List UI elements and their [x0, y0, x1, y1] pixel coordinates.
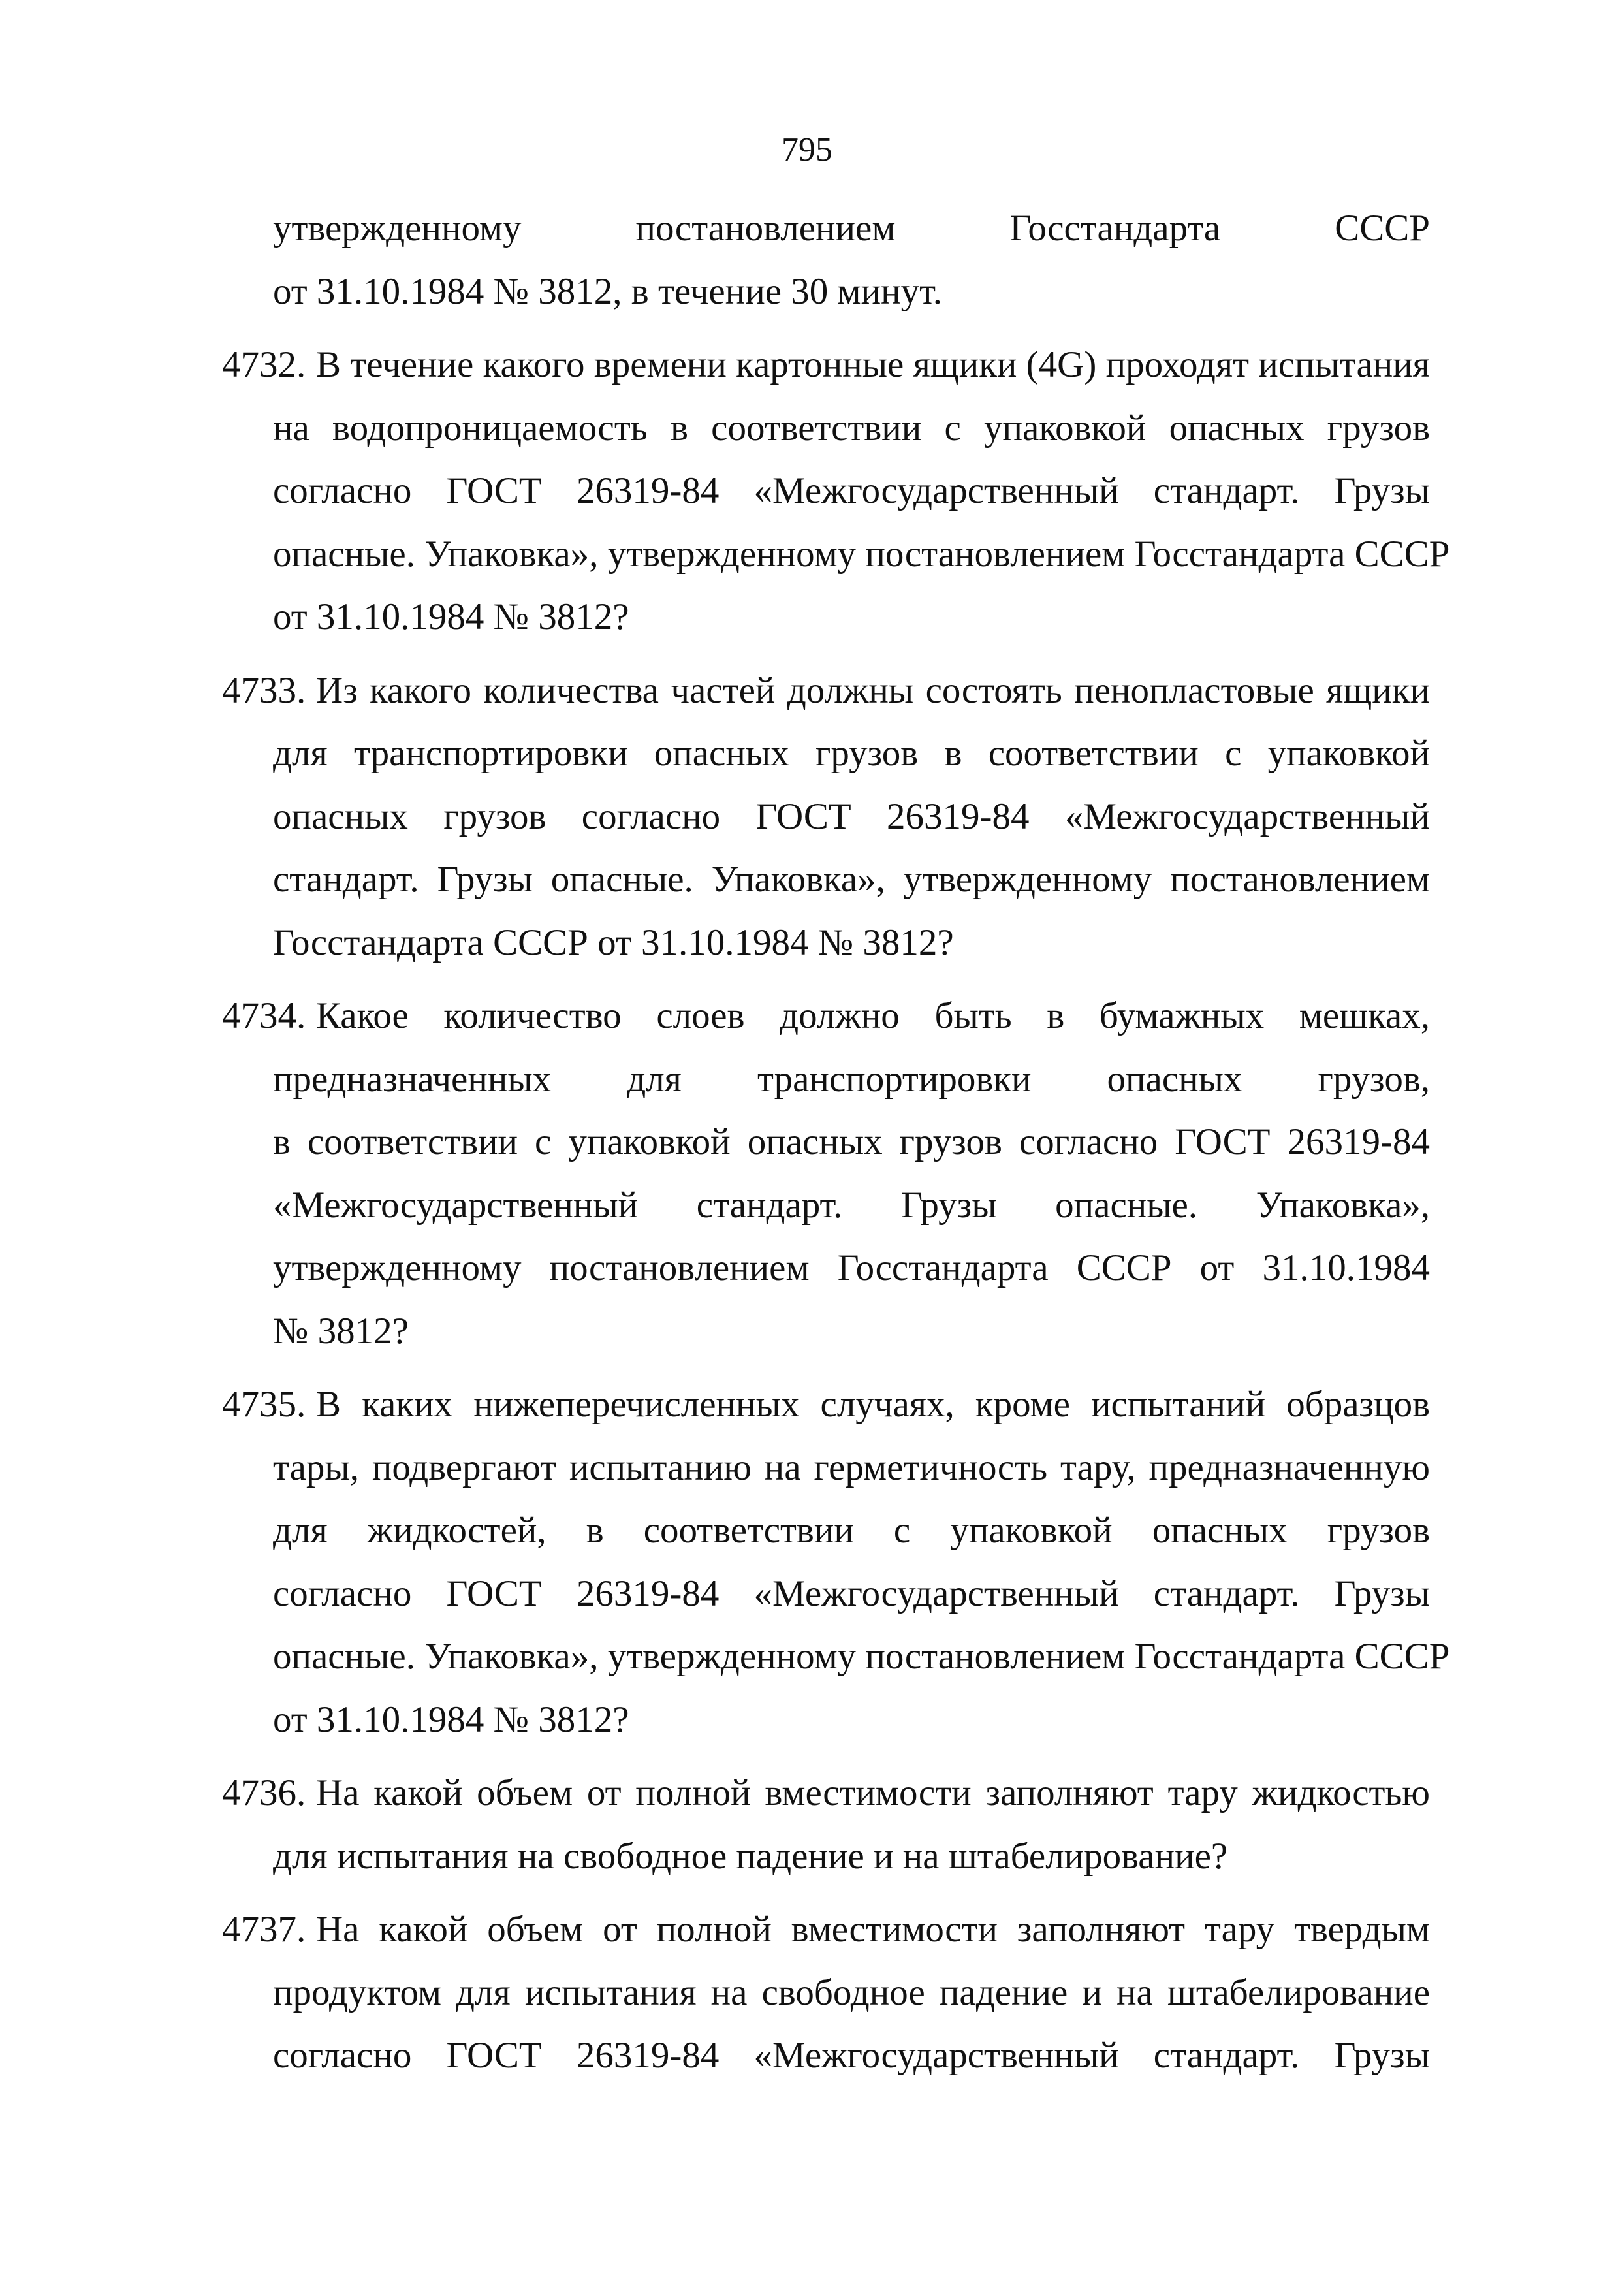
text-line: согласно ГОСТ 26319-84 «Межгосударственный стандарт. Грузы — [273, 2035, 1430, 2076]
text-line: на водопроницаемость в соответствии с упаковкой опасных грузов — [273, 407, 1430, 449]
entry-first-line — [222, 985, 1430, 1048]
text-line: для жидкостей, в соответствии с упаковкой опасных грузов — [273, 1510, 1430, 1551]
question-number: 4736. — [222, 1772, 306, 1813]
question-4736 — [222, 1762, 1430, 1888]
question-number: 4732. — [222, 344, 306, 385]
question-4732 — [222, 334, 1450, 649]
question-text: В каких нижеперечисленных случаях, кроме испытаний образцов — [316, 1384, 1430, 1425]
text-line: согласно ГОСТ 26319-84 «Межгосударственный стандарт. Грузы — [273, 470, 1430, 511]
question-4734 — [222, 985, 1430, 1363]
text-line: Госстандарта СССР от 31.10.1984 № 3812? — [273, 921, 954, 963]
question-number: 4737. — [222, 1909, 306, 1950]
question-number: 4734. — [222, 995, 306, 1036]
entry-first-line — [222, 660, 1430, 723]
question-number: 4735. — [222, 1384, 306, 1425]
text-line: от 31.10.1984 № 3812? — [273, 596, 629, 637]
question-4735 — [222, 1373, 1450, 1751]
entry-first-line — [222, 334, 1430, 397]
text-line: опасные. Упаковка», утвержденному постановлением Госстандарта СССР — [273, 1636, 1450, 1677]
text-line: от 31.10.1984 № 3812? — [273, 1698, 629, 1740]
question-4733 — [222, 660, 1430, 975]
text-line: утвержденному постановлением Госстандарта СССР от 31.10.1984 — [273, 1247, 1430, 1288]
entry-first-line — [222, 1373, 1430, 1437]
text-line: предназначенных для транспортировки опасных грузов, — [273, 1058, 1430, 1100]
document-body — [222, 197, 1450, 2088]
text-line: тары, подвергают испытанию на герметичность тару, предназначенную — [273, 1446, 1430, 1488]
text-line: в соответствии с упаковкой опасных грузов согласно ГОСТ 26319-84 — [273, 1121, 1430, 1162]
text-line: согласно ГОСТ 26319-84 «Межгосударственный стандарт. Грузы — [273, 1572, 1430, 1614]
question-text: Какое количество слоев должно быть в бумажных мешках, — [316, 995, 1430, 1036]
text-line: для транспортировки опасных грузов в соответствии с упаковкой — [273, 733, 1430, 774]
text-line: опасные. Упаковка», утвержденному постановлением Госстандарта СССР — [273, 533, 1450, 575]
text-line: «Межгосударственный стандарт. Грузы опасные. Упаковка», — [273, 1184, 1430, 1226]
text-line: продуктом для испытания на свободное падение и на штабелирование — [273, 1971, 1430, 2013]
text-line: утвержденному постановлением Госстандарта СССР — [273, 208, 1430, 249]
text-line: № 3812? — [273, 1310, 409, 1352]
question-text: На какой объем от полной вместимости заполняют тару твердым — [316, 1909, 1430, 1950]
entry-first-line — [222, 1762, 1430, 1825]
question-text: Из какого количества частей должны состоять пенопластовые ящики — [316, 669, 1430, 711]
question-number: 4733. — [222, 669, 306, 711]
question-4737 — [222, 1898, 1430, 2088]
text-line: опасных грузов согласно ГОСТ 26319-84 «Межгосударственный — [273, 795, 1430, 837]
text-line: от 31.10.1984 № 3812, в течение 30 минут. — [273, 270, 942, 312]
question-text: На какой объем от полной вместимости заполняют тару жидкостью — [316, 1772, 1430, 1813]
question-text: В течение какого времени картонные ящики (4G) проходят испытания — [316, 344, 1430, 385]
text-line: стандарт. Грузы опасные. Упаковка», утвержденному постановлением — [273, 859, 1430, 900]
text-line: для испытания на свободное падение и на штабелирование? — [273, 1835, 1228, 1877]
continuation-paragraph — [222, 197, 1430, 323]
entry-first-line — [222, 1898, 1430, 1962]
page-number: 795 — [782, 131, 832, 168]
